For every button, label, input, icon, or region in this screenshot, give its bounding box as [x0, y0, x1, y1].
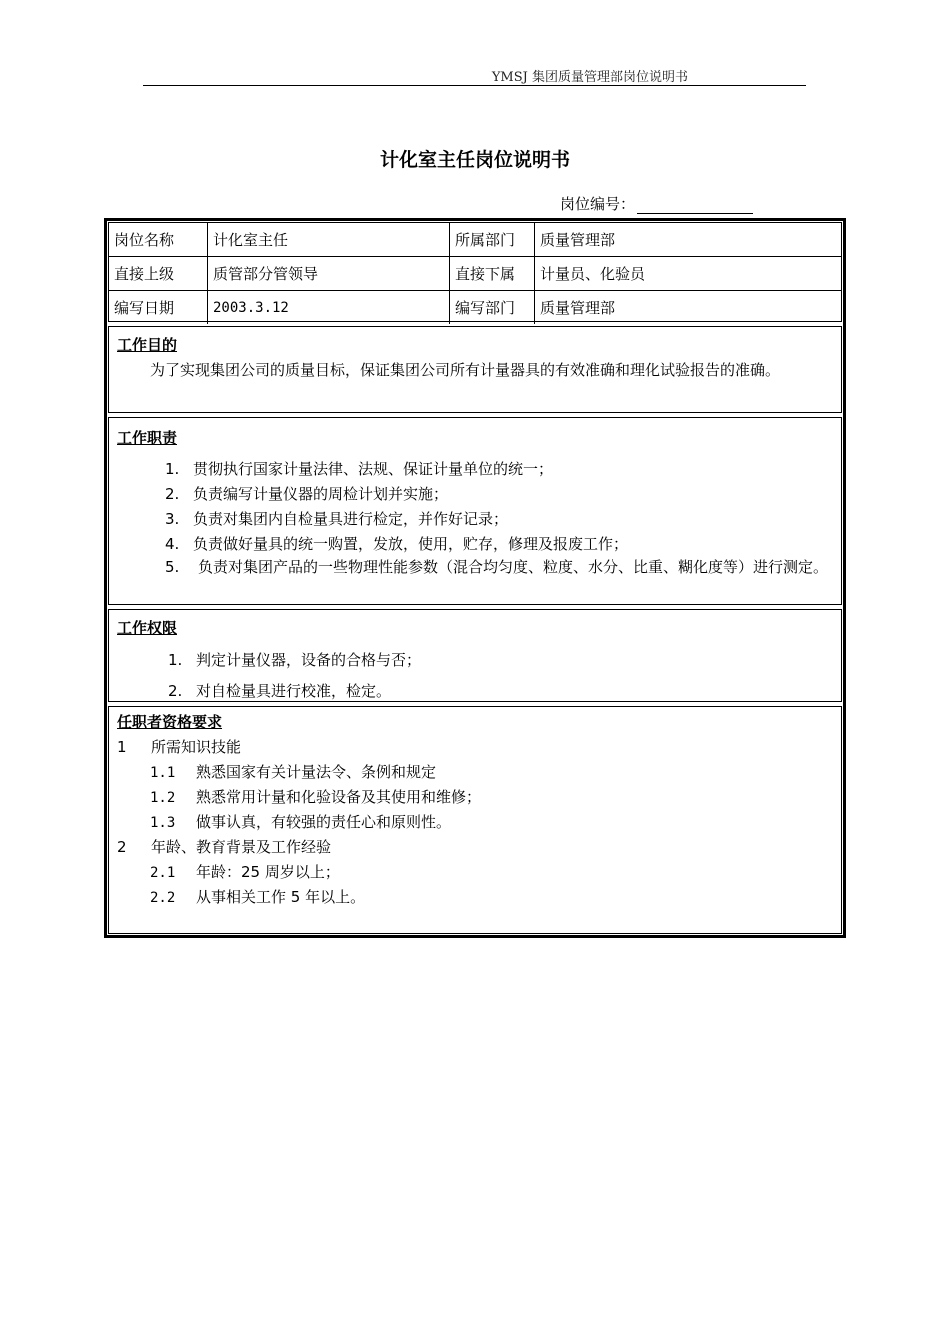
- duties-title: 工作职责: [117, 429, 178, 447]
- list-item: [165, 508, 508, 529]
- item-number: 2.1: [150, 865, 176, 881]
- item-text: 年龄：25 周岁以上；: [196, 863, 340, 881]
- item-number: 5.: [165, 558, 180, 576]
- info-label: 岗位名称: [109, 223, 208, 257]
- purpose-section: [108, 326, 842, 413]
- info-label: 直接上级: [109, 257, 208, 291]
- authority-section: [108, 609, 842, 702]
- info-label: 直接下属: [450, 257, 535, 291]
- info-value: 质量管理部: [535, 291, 842, 325]
- group-number: 1: [117, 738, 127, 756]
- table-row: [109, 291, 841, 325]
- list-item: [165, 483, 448, 504]
- item-number: 1.: [168, 651, 183, 669]
- item-text: 对自检量具进行校准，检定。: [196, 682, 392, 700]
- item-text: 负责对集团内自检量具进行检定，并作好记录；: [193, 510, 509, 528]
- authority-title: 工作权限: [117, 619, 178, 637]
- list-item: [150, 761, 436, 782]
- header-doc-name: YMSJ 集团质量管理部岗位说明书: [491, 70, 688, 85]
- table-row: [109, 257, 841, 291]
- item-text: 贯彻执行国家计量法律、法规、保证计量单位的统一；: [193, 460, 554, 478]
- item-number: 1.: [165, 460, 180, 478]
- qualification-group: [117, 736, 241, 757]
- post-number-label: 岗位编号：: [560, 195, 636, 213]
- item-text: 负责编写计量仪器的周检计划并实施；: [193, 485, 449, 503]
- item-text: 负责对集团产品的一些物理性能参数（混合均匀度、粒度、水分、比重、糊化度等）进行测定。: [198, 558, 829, 576]
- list-item: [150, 861, 340, 882]
- list-item: [165, 533, 628, 554]
- qualification-group: [117, 836, 331, 857]
- item-text: 判定计量仪器，设备的合格与否；: [196, 651, 422, 669]
- info-label: 所属部门: [450, 223, 535, 257]
- post-number: [560, 193, 806, 214]
- item-number: 3.: [165, 510, 180, 528]
- group-number: 2: [117, 838, 127, 856]
- item-number: 1.1: [150, 765, 176, 781]
- group-text: 所需知识技能: [151, 738, 242, 756]
- item-number: 4.: [165, 535, 180, 553]
- item-number: 2.: [168, 682, 183, 700]
- post-number-field: [637, 199, 753, 214]
- info-value: 质量管理部: [535, 223, 842, 257]
- qualifications-title: 任职者资格要求: [117, 713, 223, 731]
- list-item: [150, 886, 365, 907]
- info-value: 计量员、化验员: [535, 257, 842, 291]
- group-text: 年龄、教育背景及工作经验: [151, 838, 332, 856]
- item-number: 1.2: [150, 790, 176, 806]
- purpose-title: 工作目的: [117, 336, 178, 354]
- item-text: 做事认真，有较强的责任心和原则性。: [196, 813, 452, 831]
- table-row: [109, 223, 841, 257]
- list-item: [168, 680, 391, 701]
- info-table-box: [108, 222, 842, 322]
- item-number: 1.3: [150, 815, 176, 831]
- duties-section: [108, 417, 842, 605]
- item-number: 2.: [165, 485, 180, 503]
- info-label: 编写部门: [450, 291, 535, 325]
- header-rule: [143, 85, 806, 86]
- list-item: [165, 555, 837, 580]
- info-value: 质管部分管领导: [208, 257, 450, 291]
- qualifications-section: [108, 706, 842, 934]
- item-text: 熟悉国家有关计量法令、条例和规定: [196, 763, 437, 781]
- page-title: 计化室主任岗位说明书: [379, 149, 570, 171]
- list-item: [168, 649, 421, 670]
- item-number: 2.2: [150, 890, 176, 906]
- list-item: [150, 811, 451, 832]
- item-text: 负责做好量具的统一购置，发放，使用，贮存，修理及报废工作；: [193, 535, 629, 553]
- list-item: [150, 786, 481, 807]
- list-item: [165, 458, 553, 479]
- item-text: 从事相关工作 5 年以上。: [196, 888, 366, 906]
- item-text: 熟悉常用计量和化验设备及其使用和维修；: [196, 788, 482, 806]
- info-value: 2003.3.12: [208, 291, 450, 325]
- info-table: [109, 223, 841, 324]
- info-label: 编写日期: [109, 291, 208, 325]
- purpose-text: 为了实现集团公司的质量目标，保证集团公司所有计量器具的有效准确和理化试验报告的准确。: [150, 361, 781, 379]
- info-value: 计化室主任: [208, 223, 450, 257]
